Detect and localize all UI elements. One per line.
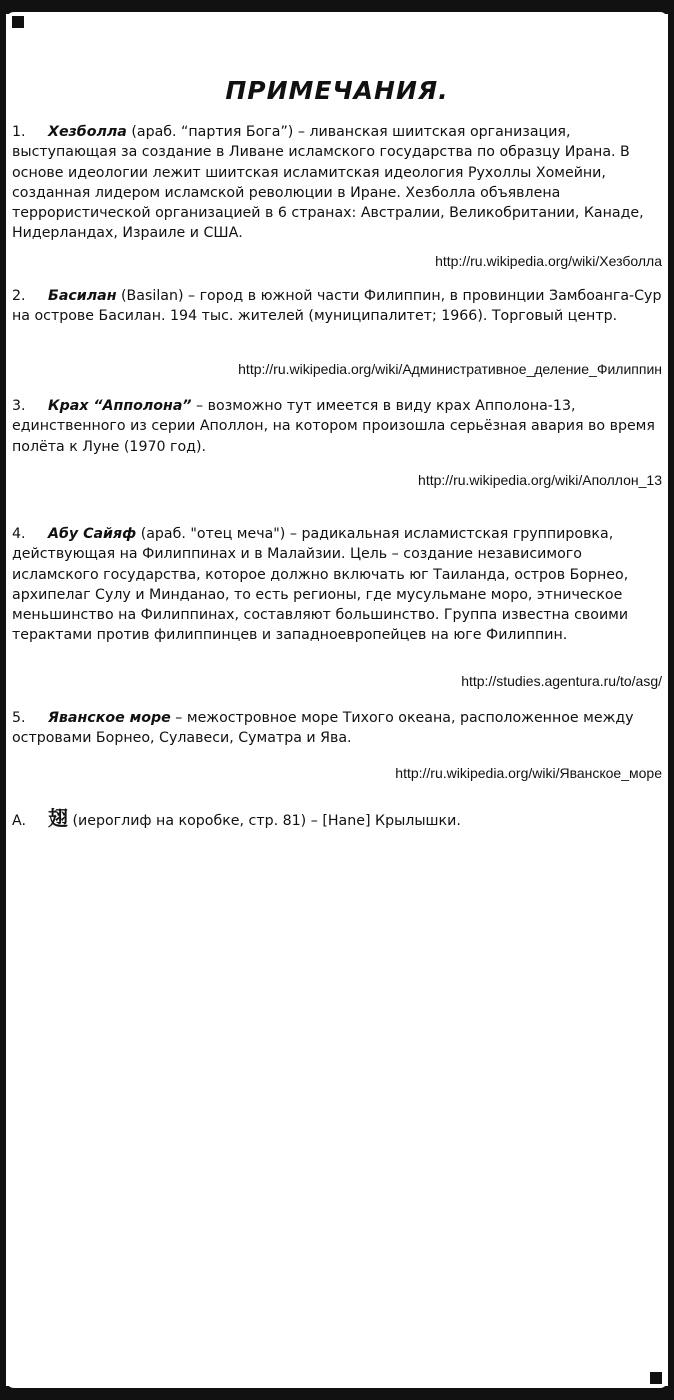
note-source-link[interactable]: http://ru.wikipedia.org/wiki/Хезболла [435,253,662,269]
note-number: 4. [12,526,26,542]
note-text: – межостровное море Тихого океана, расположенное между островами Борнео, Сулавеси, Суматра и Ява. [12,710,634,747]
frame-inner-top [6,12,668,20]
note-term: Басилан [48,288,117,304]
note-a [12,808,662,831]
note-term: Яванское море [48,710,171,726]
note-term: Хезболла [48,124,127,140]
frame-inner-bottom [6,1380,668,1388]
note-text: (иероглиф на коробке, стр. 81) – [Hane] Крылышки. [68,813,461,829]
note-text: (араб. “партия Бога”) – ливанская шиитская организация, выступающая за создание в Ливане исламского государства по образцу Ирана. В основе идеологии лежит шиитская исламитская идеология Рухоллы Хомейни, созданная лидером исламской революции в Иране. Хезболла объявлена террористической организацией в 6 странах: Австралии, Великобритании, Канаде, Нидерландах, Израиле и США. [12,124,644,242]
note-term: Крах “Апполона” [48,398,192,414]
note-text: (араб. "отец меча") – радикальная исламистская группировка, действующая на Филиппинах и в Малайзии. Цель – создание независимого исламского государства, которое должно включать юг Таиланда, остров Борнео, архипелаг Сулу и Минданао, то есть регионы, где мусульмане моро, этническое меньшинство на Филиппинах, составляют большинство. Группа известна своими терактами против филиппинцев и западноевропейцев на юге Филиппин. [12,526,629,644]
note-number: A. [12,813,26,829]
note-source-link[interactable]: http://ru.wikipedia.org/wiki/Аполлон_13 [418,472,662,488]
note-5 [12,708,662,749]
note-number: 1. [12,124,26,140]
note-2 [12,286,662,327]
note-text: (Basilan) – город в южной части Филиппин, в провинции Замбоанга-Сур на острове Басилан. 194 тыс. жителей (муниципалитет; 1966). Торговый центр. [12,288,662,325]
note-4 [12,524,662,646]
frame-bottom-border [0,1386,674,1400]
note-text: – возможно тут имеется в виду крах Апполона-13, единственного из серии Аполлон, на котором произошла серьёзная авария во время полёта к Луне (1970 год). [12,398,655,455]
corner-square-icon [650,1372,662,1384]
note-1 [12,122,662,244]
note-source-link[interactable]: http://ru.wikipedia.org/wiki/Яванское_море [395,765,662,781]
note-number: 2. [12,288,26,304]
corner-square-icon [12,16,24,28]
frame-right-border [668,0,674,1400]
note-number: 3. [12,398,26,414]
note-number: 5. [12,710,26,726]
note-source-link[interactable]: http://ru.wikipedia.org/wiki/Административное_деление_Филиппин [238,361,662,377]
note-kanji: 翅 [48,806,68,830]
note-term: Абу Сайяф [48,526,137,542]
page-title: ПРИМЕЧАНИЯ. [225,76,449,105]
note-3 [12,396,662,457]
frame-left-border [0,0,6,1400]
note-source-link[interactable]: http://studies.agentura.ru/to/asg/ [461,673,662,689]
